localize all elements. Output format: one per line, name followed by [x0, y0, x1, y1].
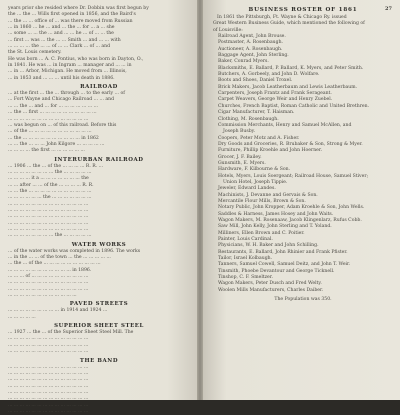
- roster-entry: Milliners, Ellen Brown and C. Poitier.: [218, 230, 305, 236]
- left-page-text: [8, 6, 190, 415]
- roster-entry: Carpet Weavers, George Weir and Henry Zuebel.: [218, 97, 333, 103]
- text-line: ... ... ... ... ... ... ... ... ... ... ... ... ... ...: [8, 408, 89, 414]
- text-line: ... ... ... ... ... ... ... ... ... ... ... ... ... ...: [8, 364, 89, 370]
- text-line: ... 1906 ... the ... of the ... ... ... ... R. R. ...: [8, 163, 104, 169]
- text-line: ... ... ... ... ... ... ... ... ... ... ... ... ... ...: [8, 116, 89, 122]
- text-line: ... ... ... ... ... ... ... ... ... ... ... ... ... ...: [8, 201, 89, 207]
- text-line: years prior she resided where Dr. Dobbin was first begun by: [8, 6, 149, 11]
- roster-entry: Wagon Makers, Peter Dusch and Fred Welty.: [218, 281, 322, 287]
- roster-entry: Coopers, Peter Motz and A. Fisher.: [218, 135, 300, 141]
- text-line: ... was begun on ... of this railroad. Before this: [8, 122, 117, 128]
- text-line: ... of the ... ... ... ... ... ... ... ... ... ... ...: [8, 129, 92, 135]
- text-line: the St. Louis cemetery.: [8, 50, 62, 56]
- roster-entry: Grocer, J. F. Bailey.: [218, 154, 262, 160]
- section-heading: WATER WORKS: [71, 241, 127, 248]
- text-line: ... ... ... ... ... ... ... ... ... ... ... ... ... ...: [8, 402, 89, 408]
- text-line: ... ... ... ... ... ... ... ... ... ... ... ... ... ...: [8, 396, 89, 402]
- text-line: ... ... ... ... the ... ... of ... ... Clark ... of ... and: [8, 44, 111, 50]
- roster-entry: Butchers, A. Gorbeely, and John D. Wolfare.: [218, 72, 320, 78]
- text-line: ... ... the ... ... ... ... ... ... ... ... ... ... ...: [8, 188, 92, 194]
- text-line: ... ... ... ... ... ... ... ... ... ... ... ... ... ...: [8, 389, 89, 395]
- text-line: ... ... after ... ... of the ... ... ... ... R. R.: [8, 182, 94, 188]
- text-line: ... ... ... ... ... ... ... ... ... ... ... ... ... ...: [8, 227, 89, 232]
- intro-line: Great Western Business Guide, which mentioned the following of: [213, 21, 365, 27]
- right-page-text: [213, 6, 393, 303]
- text-line: ... first ... was ... the ... ... Smith ... and ... ... with: [8, 37, 121, 43]
- section-heading: SUPERIOR SHEET STEEL: [54, 323, 144, 330]
- roster-entry: Baker, Conrad Myers.: [218, 59, 269, 65]
- text-line: ... some ... ... the ... and ... ... he ... of ... ... the: [8, 31, 114, 37]
- text-line: ... ... ... ... ... ... ... ... ... ... ... ... ... ...: [8, 349, 89, 355]
- roster-entry: Hotels, Myers, Louis Soergeant; Railroad House, Samuel Stiver;: [218, 173, 369, 179]
- intro-line: In 1861 the Pittsburgh, Ft. Wayne & Chicago Ry. issued: [217, 15, 347, 20]
- text-line: ... in the ... ... of the town ... the ... ... ... ... ...: [8, 255, 111, 261]
- roster-entry: Joseph Busby.: [223, 129, 256, 135]
- text-line: ... ... ... ... it a ... ... ... ... ... ... ... the: [8, 176, 89, 182]
- text-line: ... ... ... ... ... ... ... ... ... ... ... ... ... ...: [8, 214, 89, 220]
- text-line: ... the ... of the ... ... ... ... ... ... ... ... ... ...: [8, 261, 101, 267]
- text-line: ... ... the ... and ... for ... ... ... ... ... ... ...: [8, 103, 98, 109]
- roster-entry: Restaurants, E. Ballard, John Rhinier and Frank Pfister.: [218, 249, 348, 255]
- roster-entry: Churches, French Baptist, Roman Catholic and United Brethren.: [218, 103, 370, 109]
- roster-entry: Tinshop, C. F. Smeltzer.: [218, 275, 273, 281]
- roster-entry: Cigar Manufacturer, T. Haisman.: [218, 110, 295, 116]
- text-line: ... ... ... ... the first ... ... ... ... ... ...: [8, 148, 85, 154]
- roster-entry: Brick Makers, Jacob Leatherbaum and Lewis Leatherbaum.: [218, 84, 358, 90]
- roster-entry: Boots and Shoes, Daniel Troxel.: [218, 78, 293, 84]
- roster-entry: Dry Goods and Groceries, R. Brubaker & Son, Strong & Myer.: [218, 141, 363, 147]
- page-number: 27: [385, 6, 392, 12]
- text-line: ... ... ... ... ... ... ... ... ... ... ... ... ... ...: [8, 220, 89, 226]
- text-line: ... the ... first ... ... ... ... ... ... ... ... ... ...: [8, 110, 97, 116]
- text-line: ... in 1860 ... he ... and ... the ... for ... a ... she: [8, 25, 115, 31]
- text-line: He was born ... A. C. Pontius, who was born in Dayton, O.,: [8, 56, 144, 62]
- roster-entry: Postmaster, A. Rosenbaugh.: [218, 40, 283, 46]
- text-line: ... ... ... ... ...: [8, 314, 36, 320]
- text-line: ... 1927 ... the ... of the Superior Sheet Steel Mill. The: [8, 330, 134, 336]
- page-title: BUSINESS ROSTER OF 1861: [248, 7, 358, 13]
- text-line: ... ... ... ... ... ... ... ... ... ... ... ... ... ...: [8, 370, 89, 376]
- text-line: ... ... ... ... ... ... ... ... ... ... ... ... ... ...: [8, 336, 89, 342]
- text-line: ... ... ... ... ... ... ... ... the ... ... ... ... ...: [8, 233, 92, 239]
- text-line: ... ... ... ... ... ... ... ... ... ... ... in 1896.: [8, 267, 92, 273]
- text-line: the ... the ... Wills first opened in 1856, and the Baird's: [8, 12, 136, 18]
- text-line: ... ... ... ... ... ... ... ... ... in 1914 and 1924 ...: [8, 308, 108, 314]
- text-line: ... the ... ... office of ... was there moved from Russian: [8, 18, 133, 24]
- text-line: ... ... ... ... ... ... ... ... ... ... ... ... ... ...: [8, 377, 89, 383]
- right-page: [203, 0, 400, 400]
- roster-entry: Jeweler, Edward Landes.: [218, 186, 276, 192]
- text-line: in 1841. He was ... in Ingram ... manager and ... ... in: [8, 63, 132, 69]
- roster-entry: Furniture, Phillip Kroehle and John Hoerner.: [218, 148, 323, 154]
- roster-entry: Commission Merchants, Henry and Samuel McAllen, and: [218, 122, 352, 128]
- roster-entry: Woolen Mills Manufacturers, Charles Daiber.: [218, 287, 324, 293]
- roster-entry: Union Hotel, Joseph Tippie.: [223, 179, 288, 185]
- section-heading: INTERURBAN RAILROAD: [54, 156, 144, 163]
- roster-entry: Tanners, Samuel Cowell, Samuel Deitz, and John T. Weir.: [218, 262, 351, 268]
- text-line: ... ... ... ... ... ... ... ... ... ... ... ... ... ...: [8, 207, 89, 213]
- text-line: ... ... the ... ... ... John Kilgore ... ... ... ... ...: [8, 141, 105, 147]
- roster-entry: Gunsmith, E. Myers.: [218, 160, 266, 166]
- section-heading: RAILROAD: [80, 84, 118, 91]
- section-heading: PAVED STREETS: [69, 301, 129, 308]
- roster-entry: Carpenters, Joseph Frantz and Frank Serageant.: [218, 91, 332, 97]
- roster-entry: Notary Public, John Kropper, Adam Kroehle & Son, John Wells.: [218, 205, 365, 211]
- text-line: ... ... ... ... ... ... ... ... ... ... ... ...: [8, 293, 77, 299]
- roster-entry: Hardware, F. Kilbourne & Son.: [218, 167, 291, 173]
- text-line: ... Fort Wayne and Chicago Railroad ... ... and: [8, 97, 115, 103]
- text-line: ... at the first ... the ... through ... to the early ... of: [8, 91, 125, 97]
- roster-entry: Mercantile Flour Mills, Brown & Son.: [218, 198, 306, 204]
- text-line: ... ... ... ... ... ... ... ... ... ... ... ... ... ...: [8, 286, 89, 292]
- roster-entry: Physicians, W. H. Baker and John Schilling.: [218, 243, 319, 249]
- roster-intro: [213, 15, 393, 34]
- roster-entry: Blacksmiths, E. Ballard, P. Ballard, K. Myers, and Peter Smith.: [218, 65, 364, 71]
- roster-entry: Clothing, M. Rosenbaugh.: [218, 116, 279, 122]
- roster-entry: Saw Mill, John Kelly, John Sterling and T. Yoland.: [218, 224, 332, 230]
- text-line: ... ... ... ... ... ... ... ... ... ... ... ... ... ...: [8, 383, 89, 389]
- roster-entry: Machinists, J. Devanne and Gervais & Son.: [218, 192, 318, 198]
- roster-entry: Painter, Louis Cardinal.: [218, 237, 273, 243]
- roster-entry: Saddles & Harness, James Hosey and John Waits.: [218, 211, 334, 217]
- intro-line: of Louisville:: [213, 27, 243, 33]
- text-line: ... in ... Arbor, Michigan. He moved from ... Illinois,: [8, 69, 127, 75]
- section-heading: THE BAND: [79, 357, 119, 364]
- left-page: [0, 0, 197, 414]
- roster-entry: Wagon Makers, M. Rosenaaw, Jacob Klingenlarz, Rufus Cobb.: [218, 218, 362, 223]
- roster-entry: Railroad Agent, John Brouse.: [218, 34, 286, 40]
- text-line: ... the ... ... ... ... ... ... ... ... ... ... in 1862: [8, 135, 99, 141]
- text-line: ... ... ... ... ... ... ... ... ... ... ... ... ... ...: [8, 280, 89, 286]
- roster-list: [213, 34, 393, 294]
- roster-entry: Tailor, Israel Kolbaugh.: [218, 256, 273, 262]
- text-line: ... ... ... ... ... ... the ... ... ... ... ... ... ...: [8, 195, 92, 201]
- roster-entry: Baggage Agent, John Sterling.: [218, 53, 289, 59]
- text-line: ... ... ... of ... ... ... ... ... ... ... ... ... ...: [8, 274, 89, 280]
- roster-entry: Tinsmith, Phoebe Devantour and George Ticknell.: [218, 268, 335, 274]
- text-line: ... ... ... ... ... ... ... ... the ... ... ... ... ...: [8, 169, 92, 175]
- text-line: ... in 1853 and ... ... ... until his death in 1886.: [8, 75, 115, 81]
- population-note: The Population was 350.: [274, 297, 332, 303]
- roster-entry: Auctioneer, A. Rosenbaugh.: [218, 46, 283, 52]
- text-line: ... ... ... ... ... ... ... ... ... ... ... ... ... ...: [8, 342, 89, 348]
- text-line: ... of the water works was completed in 1896. The works: [8, 248, 141, 254]
